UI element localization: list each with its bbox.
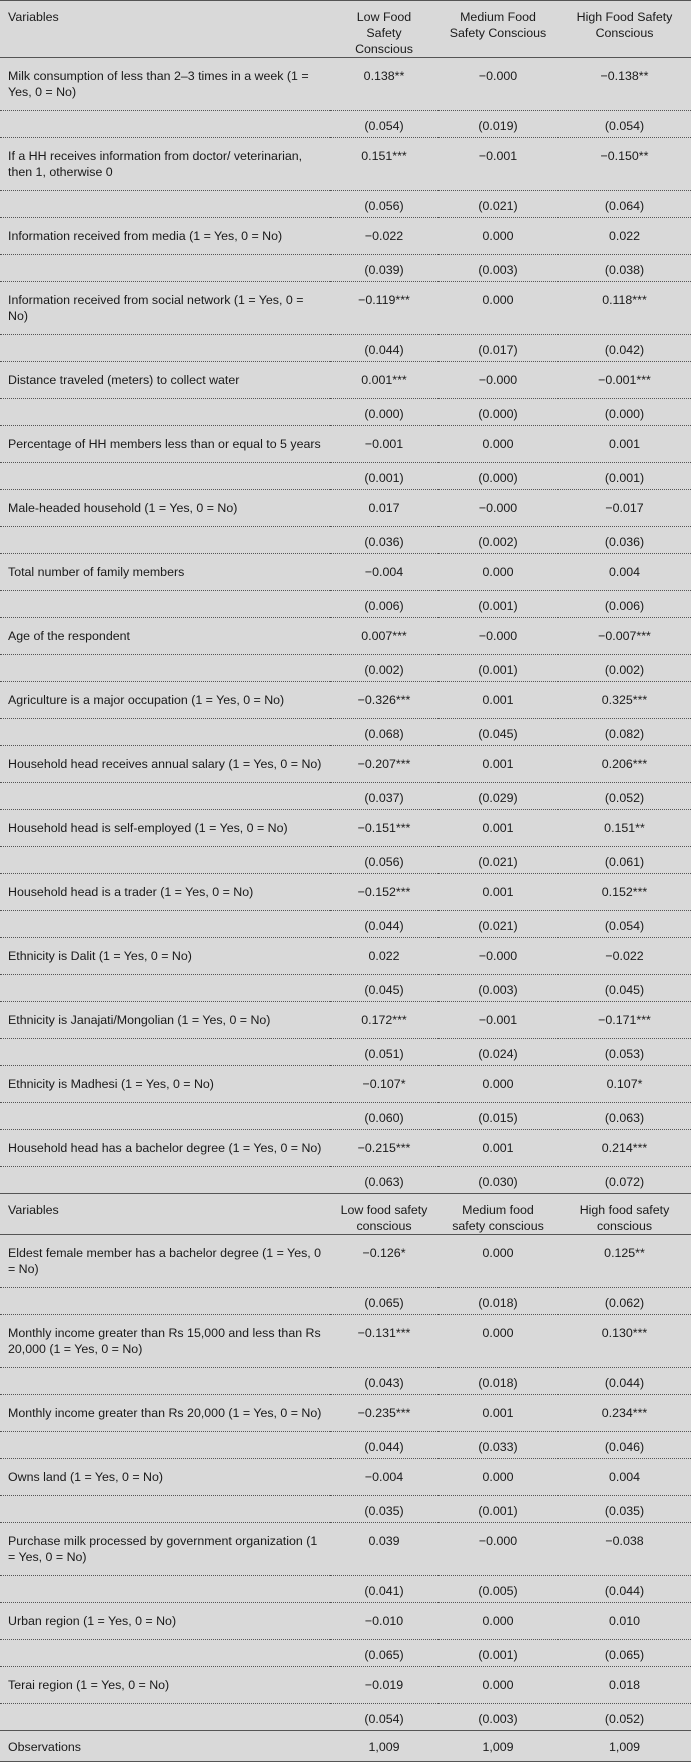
low-standard-error: (0.060)	[330, 1103, 438, 1130]
header-variables: Variables	[8, 10, 59, 24]
variable-label: Household head receives annual salary (1 = Yes, 0 = No)	[8, 757, 322, 771]
medium-standard-error: (0.018)	[438, 1368, 558, 1395]
standard-error-row	[0, 399, 691, 426]
low-standard-error: (0.043)	[330, 1368, 438, 1395]
empty-cell	[0, 911, 330, 938]
header2-variables: Variables	[8, 1203, 59, 1217]
low-coefficient: −0.004	[364, 1470, 404, 1484]
variable-label: Terai region (1 = Yes, 0 = No)	[8, 1678, 170, 1692]
high-coefficient: 0.022	[608, 229, 640, 243]
medium-coefficient: −0.000	[478, 629, 518, 643]
coefficient-row	[0, 1002, 691, 1039]
medium-coefficient: 0.000	[482, 1326, 514, 1340]
high-standard-error: (0.062)	[558, 1288, 691, 1315]
high-standard-error: (0.045)	[558, 975, 691, 1002]
low-coefficient: −0.207***	[357, 757, 411, 771]
coefficient-row	[0, 810, 691, 847]
coefficient-row	[0, 682, 691, 719]
medium-standard-error: (0.005)	[438, 1576, 558, 1603]
low-standard-error: (0.044)	[330, 1432, 438, 1459]
medium-coefficient: 0.001	[482, 1406, 514, 1420]
observations-row	[0, 1731, 691, 1762]
medium-standard-error: (0.021)	[438, 911, 558, 938]
standard-error-row	[0, 255, 691, 282]
high-coefficient: 0.118***	[602, 293, 647, 307]
medium-coefficient: −0.000	[478, 949, 518, 963]
high-coefficient: −0.038	[605, 1534, 644, 1548]
high-standard-error: (0.001)	[558, 463, 691, 490]
medium-standard-error: (0.003)	[438, 255, 558, 282]
high-coefficient: 0.206***	[601, 757, 648, 771]
high-coefficient: 0.018	[608, 1678, 640, 1692]
empty-cell	[0, 719, 330, 746]
medium-coefficient: 0.001	[482, 1141, 514, 1155]
medium-standard-error: (0.000)	[438, 463, 558, 490]
medium-standard-error: (0.003)	[438, 1704, 558, 1731]
low-standard-error: (0.006)	[330, 591, 438, 618]
low-coefficient: −0.019	[364, 1678, 404, 1692]
high-standard-error: (0.063)	[558, 1103, 691, 1130]
standard-error-row	[0, 783, 691, 810]
low-coefficient: −0.022	[364, 229, 404, 243]
medium-standard-error: (0.002)	[438, 527, 558, 554]
empty-cell	[0, 1640, 330, 1667]
variable-label: Agriculture is a major occupation (1 = Yes, 0 = No)	[8, 693, 285, 707]
empty-cell	[0, 191, 330, 218]
coefficient-row	[0, 1667, 691, 1704]
low-standard-error: (0.001)	[330, 463, 438, 490]
high-coefficient: −0.138**	[600, 69, 649, 83]
low-standard-error: (0.037)	[330, 783, 438, 810]
coefficient-row	[0, 554, 691, 591]
low-standard-error: (0.002)	[330, 655, 438, 682]
medium-coefficient: 0.001	[482, 757, 514, 771]
medium-standard-error: (0.015)	[438, 1103, 558, 1130]
low-standard-error: (0.054)	[330, 111, 438, 138]
variable-label: Urban region (1 = Yes, 0 = No)	[8, 1614, 177, 1628]
high-coefficient: −0.017	[605, 501, 644, 515]
standard-error-row	[0, 111, 691, 138]
high-standard-error: (0.044)	[558, 1368, 691, 1395]
low-coefficient: −0.131***	[357, 1326, 411, 1340]
coefficient-row	[0, 1066, 691, 1103]
high-standard-error: (0.072)	[558, 1167, 691, 1194]
low-standard-error: (0.068)	[330, 719, 438, 746]
coefficient-row	[0, 1523, 691, 1576]
medium-standard-error: (0.021)	[438, 191, 558, 218]
variable-label: Milk consumption of less than 2–3 times in a week (1 = Yes, 0 = No)	[8, 69, 309, 99]
low-coefficient: −0.215***	[357, 1141, 411, 1155]
coefficient-row	[0, 1130, 691, 1167]
empty-cell	[0, 1039, 330, 1066]
high-standard-error: (0.082)	[558, 719, 691, 746]
variable-label: Ethnicity is Dalit (1 = Yes, 0 = No)	[8, 949, 192, 963]
high-coefficient: 0.234***	[601, 1406, 648, 1420]
coefficient-row	[0, 218, 691, 255]
low-coefficient: −0.151***	[357, 821, 411, 835]
medium-coefficient: −0.000	[478, 501, 518, 515]
empty-cell	[0, 1704, 330, 1731]
low-coefficient: −0.326***	[357, 693, 411, 707]
medium-coefficient: 0.001	[482, 821, 514, 835]
low-coefficient: 0.039	[368, 1534, 400, 1548]
low-coefficient: 0.001***	[361, 373, 407, 387]
low-coefficient: 0.007***	[361, 629, 407, 643]
high-standard-error: (0.054)	[558, 911, 691, 938]
high-coefficient: 0.151**	[604, 821, 645, 835]
variable-label: Household head has a bachelor degree (1 = Yes, 0 = No)	[8, 1141, 322, 1155]
low-coefficient: 0.017	[368, 501, 400, 515]
medium-standard-error: (0.003)	[438, 975, 558, 1002]
medium-coefficient: −0.000	[478, 69, 518, 83]
high-coefficient: 0.130***	[601, 1326, 648, 1340]
standard-error-row	[0, 911, 691, 938]
empty-cell	[0, 1432, 330, 1459]
repeated-header-row	[0, 1194, 691, 1235]
high-standard-error: (0.038)	[558, 255, 691, 282]
standard-error-row	[0, 847, 691, 874]
high-standard-error: (0.052)	[558, 1704, 691, 1731]
medium-standard-error: (0.018)	[438, 1288, 558, 1315]
medium-standard-error: (0.024)	[438, 1039, 558, 1066]
empty-cell	[0, 399, 330, 426]
coefficient-row	[0, 1395, 691, 1432]
high-standard-error: (0.054)	[558, 111, 691, 138]
medium-standard-error: (0.001)	[438, 1496, 558, 1523]
observations-low: 1,009	[330, 1731, 438, 1762]
observations-label: Observations	[0, 1731, 330, 1762]
standard-error-row	[0, 975, 691, 1002]
low-coefficient: −0.119***	[358, 293, 410, 307]
standard-error-row	[0, 1704, 691, 1731]
coefficient-row	[0, 362, 691, 399]
high-coefficient: −0.007***	[598, 629, 651, 643]
medium-coefficient: −0.000	[478, 373, 518, 387]
medium-coefficient: 0.000	[482, 229, 514, 243]
medium-standard-error: (0.045)	[438, 719, 558, 746]
variable-label: Age of the respondent	[8, 629, 130, 643]
low-coefficient: −0.107*	[362, 1077, 406, 1091]
table-body-part-2	[0, 1235, 691, 1731]
empty-cell	[0, 1576, 330, 1603]
variable-label: Owns land (1 = Yes, 0 = No)	[8, 1470, 163, 1484]
medium-standard-error: (0.001)	[438, 1640, 558, 1667]
low-coefficient: −0.001	[364, 437, 404, 451]
coefficient-row	[0, 938, 691, 975]
medium-coefficient: 0.000	[482, 1678, 514, 1692]
high-standard-error: (0.044)	[558, 1576, 691, 1603]
standard-error-row	[0, 1103, 691, 1130]
high-coefficient: 0.214***	[601, 1141, 648, 1155]
coefficient-row	[0, 618, 691, 655]
standard-error-row	[0, 719, 691, 746]
medium-standard-error: (0.000)	[438, 399, 558, 426]
coefficient-row	[0, 426, 691, 463]
medium-standard-error: (0.001)	[438, 591, 558, 618]
empty-cell	[0, 975, 330, 1002]
low-coefficient: 0.172***	[361, 1013, 407, 1027]
high-coefficient: −0.171***	[598, 1013, 651, 1027]
low-coefficient: 0.138**	[363, 69, 405, 83]
medium-coefficient: −0.001	[478, 149, 518, 163]
low-standard-error: (0.065)	[330, 1640, 438, 1667]
variable-label: Household head is a trader (1 = Yes, 0 = No)	[8, 885, 254, 899]
low-standard-error: (0.044)	[330, 335, 438, 362]
medium-standard-error: (0.029)	[438, 783, 558, 810]
standard-error-row	[0, 655, 691, 682]
variable-label: Monthly income greater than Rs 15,000 and less than Rs 20,000 (1 = Yes, 0 = No)	[8, 1326, 321, 1356]
coefficient-row	[0, 282, 691, 335]
standard-error-row	[0, 1576, 691, 1603]
standard-error-row	[0, 527, 691, 554]
low-coefficient: −0.004	[364, 565, 404, 579]
low-standard-error: (0.051)	[330, 1039, 438, 1066]
empty-cell	[0, 463, 330, 490]
empty-cell	[0, 527, 330, 554]
high-standard-error: (0.061)	[558, 847, 691, 874]
high-coefficient: 0.107*	[606, 1077, 643, 1091]
medium-coefficient: 0.000	[482, 1246, 514, 1260]
medium-standard-error: (0.001)	[438, 655, 558, 682]
standard-error-row	[0, 191, 691, 218]
high-coefficient: 0.001	[608, 437, 640, 451]
high-standard-error: (0.035)	[558, 1496, 691, 1523]
low-coefficient: −0.010	[364, 1614, 404, 1628]
empty-cell	[0, 111, 330, 138]
coefficient-row	[0, 746, 691, 783]
medium-coefficient: 0.001	[482, 693, 514, 707]
header2-medium-food-safety: Medium food safety conscious	[452, 1203, 544, 1233]
coefficient-row	[0, 874, 691, 911]
medium-coefficient: 0.001	[482, 885, 514, 899]
coefficient-row	[0, 1459, 691, 1496]
standard-error-row	[0, 591, 691, 618]
empty-cell	[0, 1103, 330, 1130]
low-standard-error: (0.036)	[330, 527, 438, 554]
high-coefficient: 0.004	[608, 1470, 640, 1484]
empty-cell	[0, 1288, 330, 1315]
standard-error-row	[0, 1496, 691, 1523]
medium-standard-error: (0.030)	[438, 1167, 558, 1194]
standard-error-row	[0, 1432, 691, 1459]
variable-label: Eldest female member has a bachelor degree (1 = Yes, 0 = No)	[8, 1246, 322, 1276]
low-coefficient: 0.151***	[361, 149, 407, 163]
header-high-food-safety: High Food Safety Conscious	[576, 10, 673, 40]
empty-cell	[0, 335, 330, 362]
variable-label: Distance traveled (meters) to collect water	[8, 373, 240, 387]
medium-standard-error: (0.033)	[438, 1432, 558, 1459]
header-medium-food-safety: Medium Food Safety Conscious	[449, 10, 547, 40]
empty-cell	[0, 1167, 330, 1194]
medium-coefficient: 0.000	[482, 1470, 514, 1484]
variable-label: Purchase milk processed by government organization (1 = Yes, 0 = No)	[8, 1534, 318, 1564]
medium-coefficient: 0.000	[482, 565, 514, 579]
standard-error-row	[0, 1368, 691, 1395]
low-standard-error: (0.045)	[330, 975, 438, 1002]
standard-error-row	[0, 1167, 691, 1194]
variable-label: Monthly income greater than Rs 20,000 (1 = Yes, 0 = No)	[8, 1406, 322, 1420]
medium-coefficient: 0.000	[482, 437, 514, 451]
medium-standard-error: (0.019)	[438, 111, 558, 138]
coefficient-row	[0, 1603, 691, 1640]
empty-cell	[0, 1368, 330, 1395]
high-coefficient: 0.010	[608, 1614, 640, 1628]
variable-label: Household head is self-employed (1 = Yes, 0 = No)	[8, 821, 288, 835]
empty-cell	[0, 255, 330, 282]
low-standard-error: (0.065)	[330, 1288, 438, 1315]
medium-standard-error: (0.017)	[438, 335, 558, 362]
header2-low-food-safety: Low food safety conscious	[340, 1203, 428, 1233]
table-header-row	[0, 1, 691, 58]
high-standard-error: (0.036)	[558, 527, 691, 554]
header2-high-food-safety: High food safety conscious	[579, 1203, 670, 1233]
coefficient-row	[0, 1315, 691, 1368]
high-coefficient: 0.152***	[601, 885, 648, 899]
high-coefficient: −0.022	[605, 949, 644, 963]
coefficient-row	[0, 490, 691, 527]
coefficient-row	[0, 58, 691, 111]
medium-coefficient: 0.000	[482, 293, 514, 307]
table-body-part-1	[0, 58, 691, 1194]
high-standard-error: (0.065)	[558, 1640, 691, 1667]
coefficient-row	[0, 138, 691, 191]
low-coefficient: −0.152***	[357, 885, 411, 899]
medium-standard-error: (0.021)	[438, 847, 558, 874]
low-standard-error: (0.041)	[330, 1576, 438, 1603]
empty-cell	[0, 783, 330, 810]
empty-cell	[0, 847, 330, 874]
standard-error-row	[0, 1039, 691, 1066]
low-standard-error: (0.054)	[330, 1704, 438, 1731]
low-standard-error: (0.000)	[330, 399, 438, 426]
low-standard-error: (0.063)	[330, 1167, 438, 1194]
low-standard-error: (0.035)	[330, 1496, 438, 1523]
low-standard-error: (0.056)	[330, 847, 438, 874]
standard-error-row	[0, 1288, 691, 1315]
low-coefficient: 0.022	[368, 949, 400, 963]
high-standard-error: (0.052)	[558, 783, 691, 810]
variable-label: Percentage of HH members less than or equal to 5 years	[8, 437, 321, 451]
standard-error-row	[0, 1640, 691, 1667]
low-standard-error: (0.039)	[330, 255, 438, 282]
empty-cell	[0, 1496, 330, 1523]
high-standard-error: (0.006)	[558, 591, 691, 618]
high-standard-error: (0.046)	[558, 1432, 691, 1459]
high-standard-error: (0.000)	[558, 399, 691, 426]
variable-label: Ethnicity is Madhesi (1 = Yes, 0 = No)	[8, 1077, 214, 1091]
low-standard-error: (0.056)	[330, 191, 438, 218]
observations-high: 1,009	[558, 1731, 691, 1762]
empty-cell	[0, 655, 330, 682]
standard-error-row	[0, 335, 691, 362]
header-low-food-safety: Low Food Safety Conscious	[355, 10, 413, 56]
high-standard-error: (0.002)	[558, 655, 691, 682]
coefficient-row	[0, 1235, 691, 1288]
high-coefficient: −0.150**	[600, 149, 649, 163]
high-coefficient: 0.004	[608, 565, 640, 579]
low-standard-error: (0.044)	[330, 911, 438, 938]
observations-medium: 1,009	[438, 1731, 558, 1762]
high-standard-error: (0.053)	[558, 1039, 691, 1066]
variable-label: Ethnicity is Janajati/Mongolian (1 = Yes, 0 = No)	[8, 1013, 271, 1027]
medium-coefficient: 0.000	[482, 1614, 514, 1628]
variable-label: Male-headed household (1 = Yes, 0 = No)	[8, 501, 238, 515]
variable-label: If a HH receives information from doctor/ veterinarian, then 1, otherwise 0	[8, 149, 303, 179]
low-coefficient: −0.126*	[362, 1246, 406, 1260]
variable-label: Total number of family members	[8, 565, 185, 579]
medium-coefficient: −0.001	[478, 1013, 518, 1027]
medium-coefficient: −0.000	[478, 1534, 518, 1548]
high-coefficient: 0.125**	[604, 1246, 645, 1260]
empty-cell	[0, 591, 330, 618]
low-coefficient: −0.235***	[357, 1406, 411, 1420]
variable-label: Information received from media (1 = Yes, 0 = No)	[8, 229, 283, 243]
high-coefficient: −0.001***	[598, 373, 651, 387]
medium-coefficient: 0.000	[482, 1077, 514, 1091]
standard-error-row	[0, 463, 691, 490]
high-standard-error: (0.064)	[558, 191, 691, 218]
variable-label: Information received from social network (1 = Yes, 0 = No)	[8, 293, 304, 323]
high-standard-error: (0.042)	[558, 335, 691, 362]
high-coefficient: 0.325***	[601, 693, 648, 707]
